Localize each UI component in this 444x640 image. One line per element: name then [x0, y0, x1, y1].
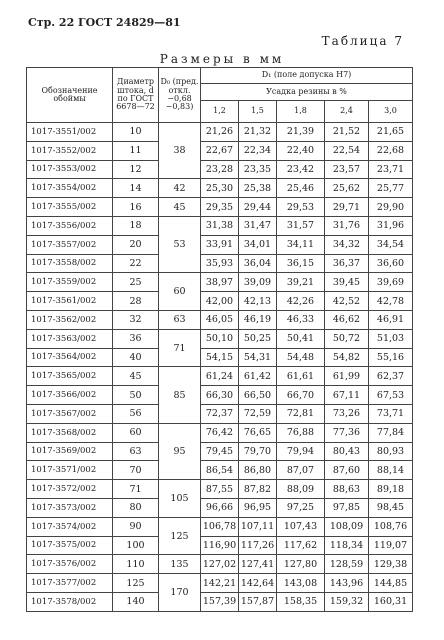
cell-d1-value: 29,71 [325, 198, 369, 217]
cell-d0: 53 [159, 216, 201, 272]
cell-d1-value: 55,16 [369, 348, 413, 367]
cell-designation: 1017-3566/002 [27, 386, 113, 405]
cell-d1-value: 34,01 [239, 235, 277, 254]
cell-d1-value: 73,71 [369, 404, 413, 423]
cell-designation: 1017-3574/002 [27, 517, 113, 536]
cell-d1-value: 21,65 [369, 123, 413, 142]
cell-d1-value: 51,03 [369, 329, 413, 348]
cell-designation: 1017-3567/002 [27, 404, 113, 423]
table-row [27, 555, 413, 574]
cell-d1-value: 25,62 [325, 179, 369, 198]
cell-d1-value: 21,52 [325, 123, 369, 142]
cell-d0: 95 [159, 423, 201, 479]
header-shrink-3: 1,8 [277, 101, 325, 123]
cell-d1-value: 36,15 [277, 254, 325, 273]
cell-d0: 42 [159, 179, 201, 198]
cell-d1-value: 88,09 [277, 480, 325, 499]
table-row [27, 216, 413, 235]
cell-d1-value: 25,30 [201, 179, 239, 198]
cell-d1-value: 42,78 [369, 292, 413, 311]
cell-d1-value: 67,11 [325, 386, 369, 405]
cell-d1-value: 80,93 [369, 442, 413, 461]
cell-d1-value: 22,68 [369, 141, 413, 160]
cell-d1-value: 54,31 [239, 348, 277, 367]
cell-d1-value: 21,26 [201, 123, 239, 142]
cell-d1-value: 29,35 [201, 198, 239, 217]
dimensions-table [26, 67, 413, 612]
cell-d1-value: 50,10 [201, 329, 239, 348]
table-row [27, 141, 413, 160]
cell-d0: 71 [159, 329, 201, 367]
cell-diameter: 80 [113, 498, 159, 517]
cell-d0: 85 [159, 367, 201, 423]
cell-d1-value: 22,67 [201, 141, 239, 160]
cell-diameter: 110 [113, 555, 159, 574]
cell-d1-value: 31,38 [201, 216, 239, 235]
cell-d1-value: 128,59 [325, 555, 369, 574]
cell-d0: 45 [159, 198, 201, 217]
cell-d1-value: 23,28 [201, 160, 239, 179]
cell-diameter: 32 [113, 310, 159, 329]
cell-d1-value: 50,41 [277, 329, 325, 348]
cell-d1-value: 21,32 [239, 123, 277, 142]
cell-d0: 60 [159, 273, 201, 311]
header-shrink-4: 2,4 [325, 101, 369, 123]
cell-d1-value: 79,45 [201, 442, 239, 461]
table-row [27, 348, 413, 367]
cell-d1-value: 33,91 [201, 235, 239, 254]
cell-d1-value: 50,72 [325, 329, 369, 348]
cell-d1-value: 158,35 [277, 592, 325, 611]
cell-d1-value: 25,77 [369, 179, 413, 198]
cell-d1-value: 157,39 [201, 592, 239, 611]
cell-d1-value: 142,64 [239, 574, 277, 593]
cell-d1-value: 159,32 [325, 592, 369, 611]
cell-d1-value: 46,91 [369, 310, 413, 329]
cell-diameter: 20 [113, 235, 159, 254]
cell-designation: 1017-3572/002 [27, 480, 113, 499]
cell-d1-value: 54,48 [277, 348, 325, 367]
cell-designation: 1017-3565/002 [27, 367, 113, 386]
cell-d0: 38 [159, 123, 201, 179]
cell-d1-value: 66,30 [201, 386, 239, 405]
cell-d1-value: 119,07 [369, 536, 413, 555]
header-shrink-1: 1,2 [201, 101, 239, 123]
cell-d1-value: 87,82 [239, 480, 277, 499]
table-row [27, 292, 413, 311]
cell-d1-value: 87,60 [325, 461, 369, 480]
cell-designation: 1017-3556/002 [27, 216, 113, 235]
cell-d1-value: 77,36 [325, 423, 369, 442]
cell-d1-value: 157,87 [239, 592, 277, 611]
cell-d1-value: 88,63 [325, 480, 369, 499]
table-row [27, 254, 413, 273]
cell-d1-value: 66,70 [277, 386, 325, 405]
cell-diameter: 10 [113, 123, 159, 142]
cell-designation: 1017-3576/002 [27, 555, 113, 574]
cell-d1-value: 106,78 [201, 517, 239, 536]
table-row [27, 404, 413, 423]
cell-d1-value: 76,42 [201, 423, 239, 442]
cell-d1-value: 23,35 [239, 160, 277, 179]
cell-d1-value: 77,84 [369, 423, 413, 442]
cell-d1-value: 35,93 [201, 254, 239, 273]
cell-diameter: 36 [113, 329, 159, 348]
cell-d1-value: 42,52 [325, 292, 369, 311]
cell-d1-value: 117,62 [277, 536, 325, 555]
cell-d1-value: 29,53 [277, 198, 325, 217]
cell-d1-value: 39,21 [277, 273, 325, 292]
cell-designation: 1017-3571/002 [27, 461, 113, 480]
cell-d1-value: 21,39 [277, 123, 325, 142]
cell-diameter: 71 [113, 480, 159, 499]
table-row [27, 310, 413, 329]
cell-d1-value: 39,45 [325, 273, 369, 292]
cell-d1-value: 72,59 [239, 404, 277, 423]
table-title: Таблица 7 [321, 34, 404, 48]
cell-d1-value: 98,45 [369, 498, 413, 517]
cell-d1-value: 144,85 [369, 574, 413, 593]
cell-d1-value: 46,19 [239, 310, 277, 329]
header-diameter: Диаметр штока, d по ГОСТ 6678—72 [113, 68, 159, 123]
table-row [27, 517, 413, 536]
cell-d1-value: 46,33 [277, 310, 325, 329]
cell-d1-value: 22,34 [239, 141, 277, 160]
cell-d1-value: 31,47 [239, 216, 277, 235]
page-header: Стр. 22 ГОСТ 24829—81 [28, 16, 181, 29]
cell-diameter: 70 [113, 461, 159, 480]
cell-diameter: 45 [113, 367, 159, 386]
cell-d1-value: 61,24 [201, 367, 239, 386]
table-row [27, 273, 413, 292]
table-row [27, 179, 413, 198]
table-row [27, 536, 413, 555]
table-row [27, 198, 413, 217]
cell-diameter: 25 [113, 273, 159, 292]
cell-d1-value: 22,54 [325, 141, 369, 160]
cell-d0: 125 [159, 517, 201, 555]
table-row [27, 386, 413, 405]
table-row [27, 160, 413, 179]
cell-d1-value: 117,26 [239, 536, 277, 555]
cell-d1-value: 42,13 [239, 292, 277, 311]
cell-diameter: 90 [113, 517, 159, 536]
header-d0: D₀ (пред. откл. −0,68 −0,83) [159, 68, 201, 123]
cell-d1-value: 23,57 [325, 160, 369, 179]
cell-designation: 1017-3554/002 [27, 179, 113, 198]
cell-d1-value: 34,54 [369, 235, 413, 254]
cell-d0: 105 [159, 480, 201, 518]
cell-d1-value: 142,21 [201, 574, 239, 593]
cell-d1-value: 80,43 [325, 442, 369, 461]
cell-d1-value: 86,80 [239, 461, 277, 480]
cell-d1-value: 118,34 [325, 536, 369, 555]
header-shrink-2: 1,5 [239, 101, 277, 123]
cell-d1-value: 31,76 [325, 216, 369, 235]
cell-designation: 1017-3568/002 [27, 423, 113, 442]
table-row [27, 480, 413, 499]
cell-d1-value: 97,25 [277, 498, 325, 517]
cell-designation: 1017-3552/002 [27, 141, 113, 160]
cell-d1-value: 54,82 [325, 348, 369, 367]
cell-designation: 1017-3569/002 [27, 442, 113, 461]
cell-d0: 63 [159, 310, 201, 329]
header-designation: Обозначение обоймы [27, 68, 113, 123]
cell-diameter: 14 [113, 179, 159, 198]
table-row [27, 367, 413, 386]
cell-diameter: 50 [113, 386, 159, 405]
table-row [27, 592, 413, 611]
cell-designation: 1017-3559/002 [27, 273, 113, 292]
sizes-caption: Размеры в мм [159, 52, 285, 66]
cell-d1-value: 79,94 [277, 442, 325, 461]
cell-diameter: 125 [113, 574, 159, 593]
table-row [27, 329, 413, 348]
table-row [27, 442, 413, 461]
cell-designation: 1017-3551/002 [27, 123, 113, 142]
cell-d1-value: 62,37 [369, 367, 413, 386]
cell-d1-value: 23,71 [369, 160, 413, 179]
cell-d1-value: 127,02 [201, 555, 239, 574]
table-body [27, 123, 413, 612]
cell-d1-value: 87,55 [201, 480, 239, 499]
cell-designation: 1017-3573/002 [27, 498, 113, 517]
cell-d1-value: 79,70 [239, 442, 277, 461]
cell-d1-value: 107,43 [277, 517, 325, 536]
cell-designation: 1017-3558/002 [27, 254, 113, 273]
cell-d1-value: 107,11 [239, 517, 277, 536]
cell-diameter: 16 [113, 198, 159, 217]
cell-designation: 1017-3564/002 [27, 348, 113, 367]
cell-diameter: 56 [113, 404, 159, 423]
cell-diameter: 100 [113, 536, 159, 555]
cell-designation: 1017-3562/002 [27, 310, 113, 329]
cell-d1-value: 76,65 [239, 423, 277, 442]
table-row [27, 461, 413, 480]
cell-designation: 1017-3561/002 [27, 292, 113, 311]
cell-d1-value: 143,96 [325, 574, 369, 593]
cell-d1-value: 86,54 [201, 461, 239, 480]
cell-d1-value: 89,18 [369, 480, 413, 499]
cell-d1-value: 38,97 [201, 273, 239, 292]
cell-d0: 170 [159, 574, 201, 612]
cell-d1-value: 39,69 [369, 273, 413, 292]
header-d1-group: D₁ (поле допуска Н7) [201, 68, 413, 84]
cell-diameter: 63 [113, 442, 159, 461]
table-row [27, 574, 413, 593]
cell-d1-value: 36,04 [239, 254, 277, 273]
table-row [27, 423, 413, 442]
cell-d1-value: 116,90 [201, 536, 239, 555]
table-row [27, 498, 413, 517]
cell-d1-value: 72,37 [201, 404, 239, 423]
cell-d1-value: 31,57 [277, 216, 325, 235]
cell-d1-value: 108,09 [325, 517, 369, 536]
cell-d1-value: 160,31 [369, 592, 413, 611]
cell-d1-value: 54,15 [201, 348, 239, 367]
cell-d1-value: 39,09 [239, 273, 277, 292]
cell-diameter: 18 [113, 216, 159, 235]
header-shrink-5: 3,0 [369, 101, 413, 123]
cell-designation: 1017-3563/002 [27, 329, 113, 348]
cell-d1-value: 36,37 [325, 254, 369, 273]
cell-d1-value: 96,66 [201, 498, 239, 517]
cell-d1-value: 72,81 [277, 404, 325, 423]
cell-d1-value: 88,14 [369, 461, 413, 480]
cell-d1-value: 36,60 [369, 254, 413, 273]
cell-d1-value: 25,46 [277, 179, 325, 198]
cell-d1-value: 108,76 [369, 517, 413, 536]
cell-designation: 1017-3557/002 [27, 235, 113, 254]
cell-d1-value: 46,62 [325, 310, 369, 329]
cell-designation: 1017-3575/002 [27, 536, 113, 555]
cell-designation: 1017-3578/002 [27, 592, 113, 611]
cell-d1-value: 50,25 [239, 329, 277, 348]
cell-diameter: 22 [113, 254, 159, 273]
cell-diameter: 140 [113, 592, 159, 611]
cell-d1-value: 97,85 [325, 498, 369, 517]
cell-diameter: 40 [113, 348, 159, 367]
cell-d1-value: 127,41 [239, 555, 277, 574]
cell-d1-value: 143,08 [277, 574, 325, 593]
table-row [27, 123, 413, 142]
cell-d1-value: 29,90 [369, 198, 413, 217]
cell-d1-value: 61,99 [325, 367, 369, 386]
cell-d1-value: 127,80 [277, 555, 325, 574]
cell-d1-value: 73,26 [325, 404, 369, 423]
cell-d1-value: 66,50 [239, 386, 277, 405]
cell-designation: 1017-3577/002 [27, 574, 113, 593]
cell-diameter: 28 [113, 292, 159, 311]
cell-d1-value: 42,00 [201, 292, 239, 311]
cell-d1-value: 22,40 [277, 141, 325, 160]
cell-diameter: 60 [113, 423, 159, 442]
cell-d1-value: 31,96 [369, 216, 413, 235]
cell-d0: 135 [159, 555, 201, 574]
cell-d1-value: 87,07 [277, 461, 325, 480]
cell-d1-value: 25,38 [239, 179, 277, 198]
cell-d1-value: 67,53 [369, 386, 413, 405]
cell-d1-value: 42,26 [277, 292, 325, 311]
cell-d1-value: 34,11 [277, 235, 325, 254]
cell-d1-value: 61,61 [277, 367, 325, 386]
cell-d1-value: 129,38 [369, 555, 413, 574]
cell-diameter: 12 [113, 160, 159, 179]
cell-diameter: 11 [113, 141, 159, 160]
header-shrinkage: Усадка резины в % [201, 84, 413, 101]
cell-d1-value: 46,05 [201, 310, 239, 329]
cell-d1-value: 23,42 [277, 160, 325, 179]
cell-d1-value: 61,42 [239, 367, 277, 386]
cell-d1-value: 96,95 [239, 498, 277, 517]
cell-designation: 1017-3553/002 [27, 160, 113, 179]
table-row [27, 235, 413, 254]
cell-d1-value: 34,32 [325, 235, 369, 254]
cell-d1-value: 29,44 [239, 198, 277, 217]
cell-d1-value: 76,88 [277, 423, 325, 442]
cell-designation: 1017-3555/002 [27, 198, 113, 217]
